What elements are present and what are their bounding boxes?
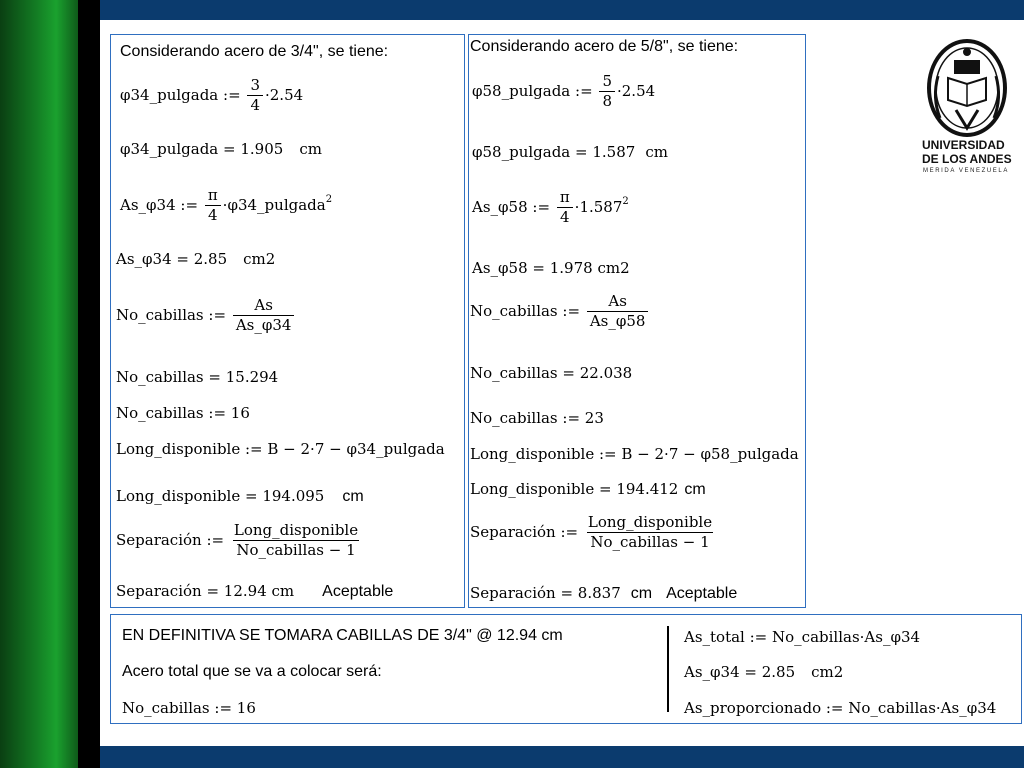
bottom-as-total: As_total := No_cabillas·As_φ34 (684, 628, 921, 646)
bottom-as-prop: As_proporcionado := No_cabillas·As_φ34 (684, 699, 997, 717)
fraction: $\frac{As}{As\_\varphi 34}$ (233, 298, 295, 333)
left-res-sep: Separación = 12.94 cm Aceptable (116, 582, 394, 600)
bottom-as-phi: As_φ34 = 2.85 cm2 (684, 663, 844, 681)
fraction: $\frac{\pi}{4}$ (205, 188, 221, 223)
bottom-separator-bar (667, 626, 669, 712)
left-black-bar (78, 0, 100, 768)
fraction: $\frac{\text{Long\_disponible}}{\text{No\_cabillas − 1}}$ (233, 521, 359, 559)
right-def-sep: Separación := $\frac{\text{Long\_disponible}}{\text{No\_cabillas − 1}}$ (470, 515, 717, 550)
fraction: $\frac{3}{4}$ (247, 78, 263, 113)
bottom-set-nocab: No_cabillas := 16 (122, 699, 256, 717)
left-res-long: Long_disponible = 194.095 cm (116, 487, 364, 505)
left-def-pulgada: φ34_pulgada := $\frac{3}{4}$ ·2.54 (120, 76, 304, 114)
left-res-as: As_φ34 = 2.85 cm2 (116, 250, 276, 268)
bottom-acero-total: Acero total que se va a colocar será: (122, 663, 382, 680)
logo-text-line2: DE LOS ANDES (922, 152, 1012, 166)
fraction: $\frac{\pi}{4}$ (557, 190, 573, 225)
left-set-nocab: No_cabillas := 16 (116, 404, 250, 422)
left-def-nocab: No_cabillas := $\frac{As}{As\_\varphi 34}$ (116, 298, 296, 333)
fraction: $\frac{\text{Long\_disponible}}{\text{No\_cabillas − 1}}$ (587, 513, 713, 551)
right-def-nocab: No_cabillas := $\frac{As}{As\_\varphi 58}$ (470, 294, 650, 329)
left-res-pulgada: φ34_pulgada = 1.905 cm (120, 140, 322, 158)
left-def-as: As_φ34 := $\frac{\pi}{4}$ ·φ34_pulgada$^2$ (120, 186, 333, 224)
bottom-conclusion: EN DEFINITIVA SE TOMARA CABILLAS DE 3/4" @ 12.94 cm (122, 627, 563, 644)
left-res-nocab: No_cabillas = 15.294 (116, 368, 279, 386)
right-def-as: As_φ58 := $\frac{\pi}{4}$ $\cdot 1.587^2$ (472, 188, 629, 226)
fraction: $\frac{As}{As\_\varphi 58}$ (587, 294, 649, 329)
left-green-stripe (0, 0, 78, 768)
left-def-long: Long_disponible := B − 2·7 − φ34_pulgada (116, 440, 445, 458)
right-res-pulgada: φ58_pulgada = 1.587 cm (472, 143, 668, 161)
left-heading: Considerando acero de 3/4", se tiene: (120, 43, 389, 60)
right-res-nocab: No_cabillas = 22.038 (470, 364, 633, 382)
top-blue-bar (100, 0, 1024, 20)
fraction: $\frac{5}{8}$ (599, 74, 615, 109)
right-heading: Considerando acero de 5/8", se tiene: (470, 38, 739, 55)
right-res-sep: Separación = 8.837 cm Aceptable (470, 584, 738, 602)
status-aceptable: Aceptable (322, 583, 394, 600)
university-seal-logo (918, 38, 1016, 138)
bottom-blue-bar (100, 746, 1024, 768)
right-def-long: Long_disponible := B − 2·7 − φ58_pulgada (470, 445, 799, 463)
status-aceptable: Aceptable (666, 585, 738, 602)
right-set-nocab: No_cabillas := 23 (470, 409, 604, 427)
left-def-sep: Separación := $\frac{\text{Long\_disponible}}{\text{No\_cabillas − 1}}$ (116, 523, 363, 558)
right-res-as: As_φ58 = 1.978 cm2 (472, 259, 630, 277)
logo-text-line1: UNIVERSIDAD (922, 138, 1005, 152)
right-def-pulgada: φ58_pulgada := $\frac{5}{8}$ ·2.54 (472, 72, 656, 110)
right-res-long: Long_disponible = 194.412 cm (470, 480, 706, 498)
logo-text-line3: MERIDA VENEZUELA (923, 168, 1009, 174)
